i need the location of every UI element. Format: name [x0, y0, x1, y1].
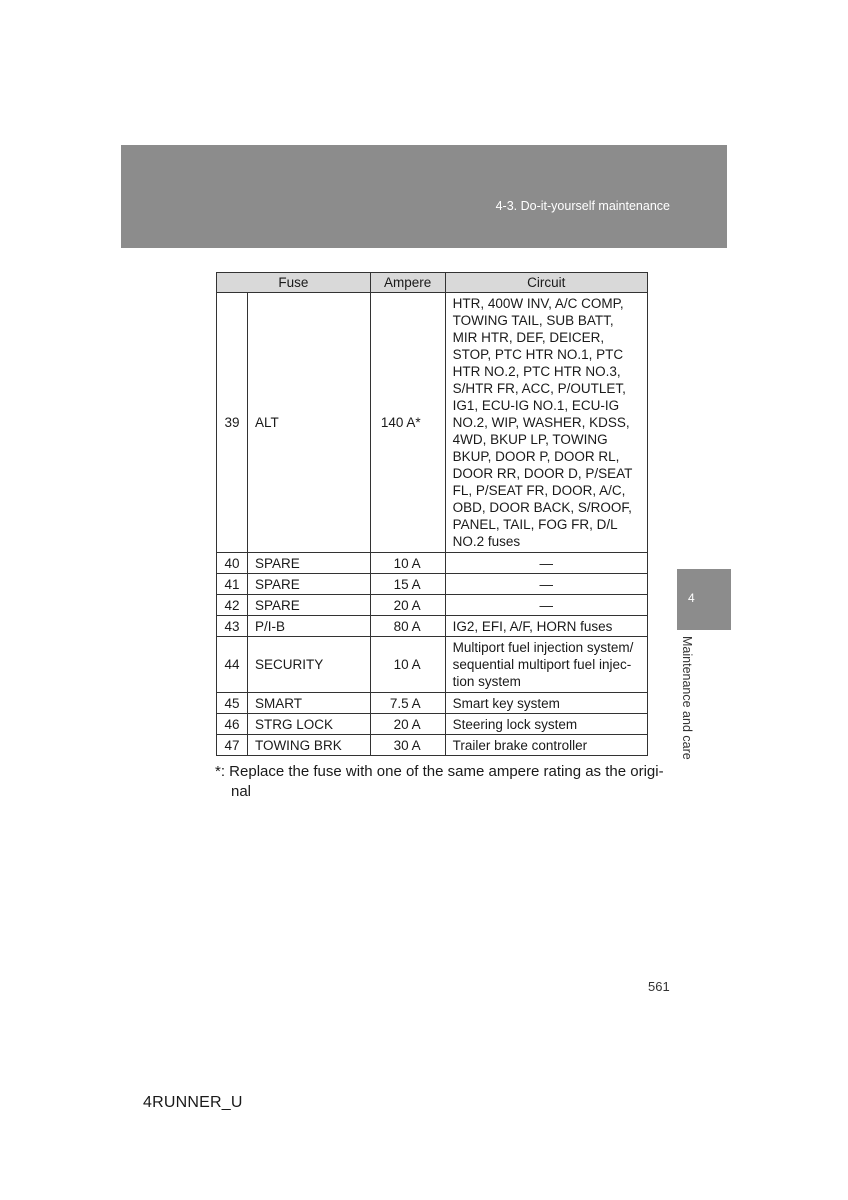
model-code: 4RUNNER_U: [143, 1094, 243, 1111]
fuse-name: TOWING BRK: [247, 735, 370, 756]
fuse-name: SPARE: [247, 595, 370, 616]
table-row: [217, 595, 648, 616]
table-header-row: [217, 273, 648, 293]
section-header-band: [121, 145, 727, 248]
fuse-ampere: 10 A: [370, 637, 445, 693]
fuse-number: 45: [217, 693, 248, 714]
fuse-ampere: 15 A: [370, 574, 445, 595]
fuse-number: 40: [217, 553, 248, 574]
chapter-label-wrap: [677, 636, 699, 776]
fuse-circuit: HTR, 400W INV, A/C COMP, TOWING TAIL, SUB BATT, MIR HTR, DEF, DEICER, STOP, PTC HTR NO.1, PTC HTR NO.2, PTC HTR NO.3, S/HTR FR, ACC, P/OUTLET, IG1, ECU-IG NO.1, ECU-IG NO.2, WIP, WASHER, KDSS, 4WD, BKUP LP, TOWING BKUP, DOOR P, DOOR RL, DOOR RR, DOOR D, P/SEAT FL, P/SEAT FR, DOOR, A/C, OBD, DOOR BACK, S/ROOF, PANEL, TAIL, FOG FR, D/L NO.2 fuses: [445, 293, 647, 553]
fuse-ampere: 10 A: [370, 553, 445, 574]
fuse-circuit: Steering lock system: [445, 714, 647, 735]
table-row: [217, 693, 648, 714]
footnote-line: nal: [231, 783, 252, 800]
fuse-circuit: —: [445, 595, 647, 616]
fuse-name: ALT: [247, 293, 370, 553]
footnote-line: *: Replace the fuse with one of the same ampere rating as the origi-: [215, 763, 664, 780]
fuse-name: SPARE: [247, 553, 370, 574]
fuse-circuit: —: [445, 574, 647, 595]
fuse-number: 47: [217, 735, 248, 756]
chapter-tab: [677, 569, 731, 630]
header-ampere: Ampere: [370, 273, 445, 293]
fuse-ampere: 7.5 A: [370, 693, 445, 714]
fuse-name: SECURITY: [247, 637, 370, 693]
fuse-name: P/I-B: [247, 616, 370, 637]
fuse-number: 41: [217, 574, 248, 595]
fuse-circuit: Smart key system: [445, 693, 647, 714]
fuse-ampere: 140 A*: [370, 293, 445, 553]
fuse-ampere: 20 A: [370, 595, 445, 616]
fuse-ampere: 20 A: [370, 714, 445, 735]
table-row: [217, 637, 648, 693]
fuse-number: 46: [217, 714, 248, 735]
fuse-number: 44: [217, 637, 248, 693]
footnote: [215, 762, 669, 802]
fuse-ampere: 80 A: [370, 616, 445, 637]
table-row: [217, 553, 648, 574]
fuse-number: 42: [217, 595, 248, 616]
header-circuit: Circuit: [445, 273, 647, 293]
table-row: [217, 293, 648, 553]
chapter-number: 4: [688, 591, 695, 605]
fuse-ampere: 30 A: [370, 735, 445, 756]
fuse-name: SPARE: [247, 574, 370, 595]
header-fuse: Fuse: [217, 273, 371, 293]
table-row: [217, 574, 648, 595]
fuse-number: 43: [217, 616, 248, 637]
fuse-number: 39: [217, 293, 248, 553]
fuse-name: STRG LOCK: [247, 714, 370, 735]
fuse-circuit: Multiport fuel injection system/ sequential multiport fuel injec-tion system: [445, 637, 647, 693]
fuse-circuit: IG2, EFI, A/F, HORN fuses: [445, 616, 647, 637]
fuse-circuit: Trailer brake controller: [445, 735, 647, 756]
table-row: [217, 616, 648, 637]
fuse-table: [216, 272, 648, 756]
fuse-name: SMART: [247, 693, 370, 714]
page-number: 561: [648, 979, 670, 994]
table-row: [217, 735, 648, 756]
chapter-label: Maintenance and care: [680, 636, 694, 760]
fuse-circuit: —: [445, 553, 647, 574]
section-title: 4-3. Do-it-yourself maintenance: [495, 199, 670, 213]
table-row: [217, 714, 648, 735]
